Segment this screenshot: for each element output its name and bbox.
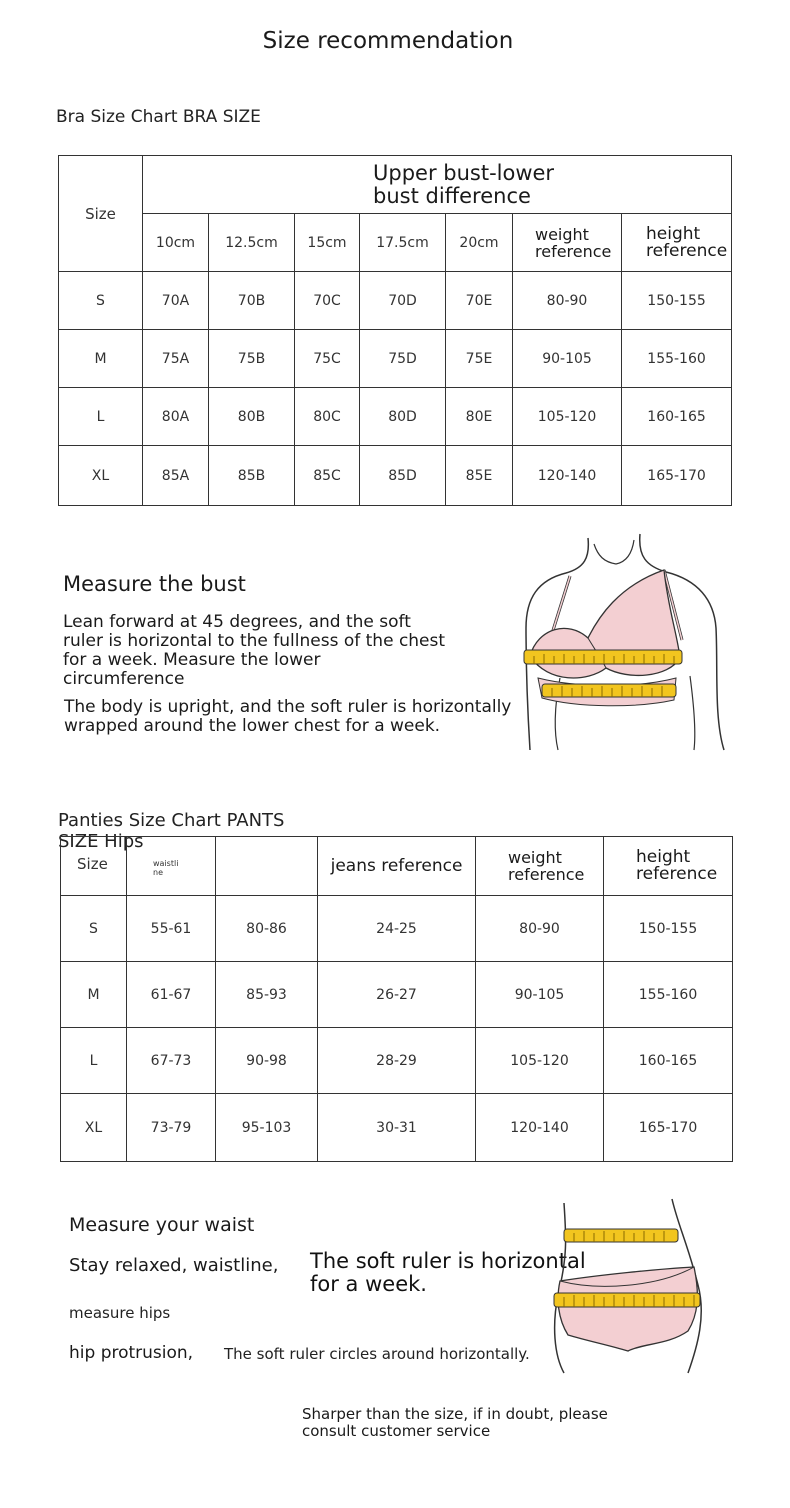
table-row [59,272,732,330]
table-cell: 80C [295,388,360,446]
table-cell: 95-103 [216,1094,318,1162]
table-cell: 55-61 [127,896,216,962]
bust-para1-line: ruler is horizontal to the fullness of the chest [63,631,446,651]
table-cell: 70C [295,272,360,330]
bra-weight-ref-line2: reference [535,241,612,261]
footer-note-line: Sharper than the size, if in doubt, please [302,1405,608,1423]
table-row [59,446,732,506]
table-cell: 85-93 [216,962,318,1028]
pants-weight-ref-line1: weight [508,848,562,867]
table-cell: 165-170 [604,1094,733,1162]
table-cell: 85A [143,446,209,506]
pants-waistline-header [127,837,216,896]
bra-difference-header-line1: Upper bust-lower [373,160,555,185]
table-cell: 105-120 [476,1028,604,1094]
pants-hips-header [216,837,318,896]
table-cell: M [59,330,143,388]
pants-jeans-reference-header: jeans reference [318,837,476,896]
table-cell: 90-105 [513,330,622,388]
bra-diff-col: 20cm [446,214,513,272]
waist-measure-heading: Measure your waist [69,1214,255,1236]
table-cell: 85E [446,446,513,506]
table-cell: L [61,1028,127,1094]
table-cell: 75A [143,330,209,388]
pants-weight-ref-line2: reference [508,865,585,884]
table-cell: 160-165 [622,388,732,446]
table-row [61,1094,733,1162]
bra-height-ref-line1: height [646,223,701,244]
table-cell: S [59,272,143,330]
table-cell: 155-160 [622,330,732,388]
table-cell: 165-170 [622,446,732,506]
waist-right-line: for a week. [310,1272,427,1296]
bra-diff-col: 10cm [143,214,209,272]
table-cell: 80B [209,388,295,446]
pants-weight-reference-header [476,837,604,896]
pants-size-table [60,836,733,1162]
table-row [61,962,733,1028]
table-cell: 150-155 [604,896,733,962]
table-cell: 85B [209,446,295,506]
pants-waist-header-line1: waistli [153,859,179,868]
table-cell: 80A [143,388,209,446]
table-row [59,330,732,388]
bra-diff-col: 12.5cm [209,214,295,272]
bra-diff-col: 15cm [295,214,360,272]
pants-height-ref-line2: reference [636,864,718,884]
table-cell: 70A [143,272,209,330]
table-cell: 85C [295,446,360,506]
bra-section-label: Bra Size Chart BRA SIZE [56,107,261,127]
pants-waist-header-line2: ne [153,868,163,877]
table-cell: 85D [360,446,446,506]
waist-hip-measurement-illustration [548,1195,718,1375]
table-cell: 120-140 [513,446,622,506]
table-cell: 70B [209,272,295,330]
table-row [61,896,733,962]
table-cell: 80D [360,388,446,446]
table-cell: 155-160 [604,962,733,1028]
bust-measurement-illustration [518,528,730,754]
pants-section-label-line2: SIZE Hips [58,831,144,852]
bust-measure-para1 [63,613,445,689]
pants-height-reference-header [604,837,733,896]
table-cell: L [59,388,143,446]
table-cell: XL [59,446,143,506]
page-title: Size recommendation [262,28,514,54]
customer-service-note [302,1406,608,1440]
waist-measure-line1-right [310,1250,586,1296]
table-cell: 61-67 [127,962,216,1028]
table-cell: 26-27 [318,962,476,1028]
table-cell: 90-105 [476,962,604,1028]
table-cell: XL [61,1094,127,1162]
table-cell: S [61,896,127,962]
bra-size-table [58,155,732,506]
bust-para2-line: The body is upright, and the soft ruler is horizontally [64,697,512,717]
hip-measure-line: hip protrusion, [69,1343,194,1363]
bra-weight-reference-header [513,214,622,272]
table-cell: 70E [446,272,513,330]
table-cell: 80-90 [513,272,622,330]
waist-measure-line1: Stay relaxed, waistline, [69,1255,279,1276]
bra-size-header: Size [59,156,143,272]
table-cell: 75B [209,330,295,388]
table-cell: M [61,962,127,1028]
bra-weight-ref-line1: weight [535,224,589,244]
table-cell: 75D [360,330,446,388]
hip-measure-heading: measure hips [69,1304,171,1322]
table-cell: 80-86 [216,896,318,962]
table-cell: 160-165 [604,1028,733,1094]
table-cell: 67-73 [127,1028,216,1094]
footer-note-line: consult customer service [302,1422,491,1440]
pants-height-ref-line1: height [636,847,691,867]
bra-difference-header-line2: bust difference [373,183,531,208]
table-cell: 70D [360,272,446,330]
bust-measure-heading: Measure the bust [63,572,246,596]
table-cell: 28-29 [318,1028,476,1094]
table-cell: 75C [295,330,360,388]
table-cell: 150-155 [622,272,732,330]
bust-measure-para2 [64,698,511,736]
bust-para2-line: wrapped around the lower chest for a week. [64,716,441,736]
bust-para1-line: for a week. Measure the lower [63,650,321,670]
waist-right-line: The soft ruler is horizontal [310,1249,586,1273]
hip-measure-line-right: The soft ruler circles around horizontally. [224,1345,530,1363]
bra-height-reference-header [622,214,732,272]
bra-difference-header [143,156,732,214]
pants-size-header: Size [61,837,127,896]
table-cell: 73-79 [127,1094,216,1162]
bra-diff-col: 17.5cm [360,214,446,272]
table-cell: 30-31 [318,1094,476,1162]
bust-para1-line: circumference [63,669,185,689]
bust-para1-line: Lean forward at 45 degrees, and the soft [63,612,411,632]
table-cell: 120-140 [476,1094,604,1162]
pants-section-label-line1: Panties Size Chart PANTS [58,810,285,831]
bra-height-ref-line2: reference [646,240,728,261]
table-cell: 90-98 [216,1028,318,1094]
table-cell: 80E [446,388,513,446]
table-row [61,1028,733,1094]
table-cell: 24-25 [318,896,476,962]
table-cell: 80-90 [476,896,604,962]
table-row [59,388,732,446]
table-cell: 105-120 [513,388,622,446]
table-cell: 75E [446,330,513,388]
